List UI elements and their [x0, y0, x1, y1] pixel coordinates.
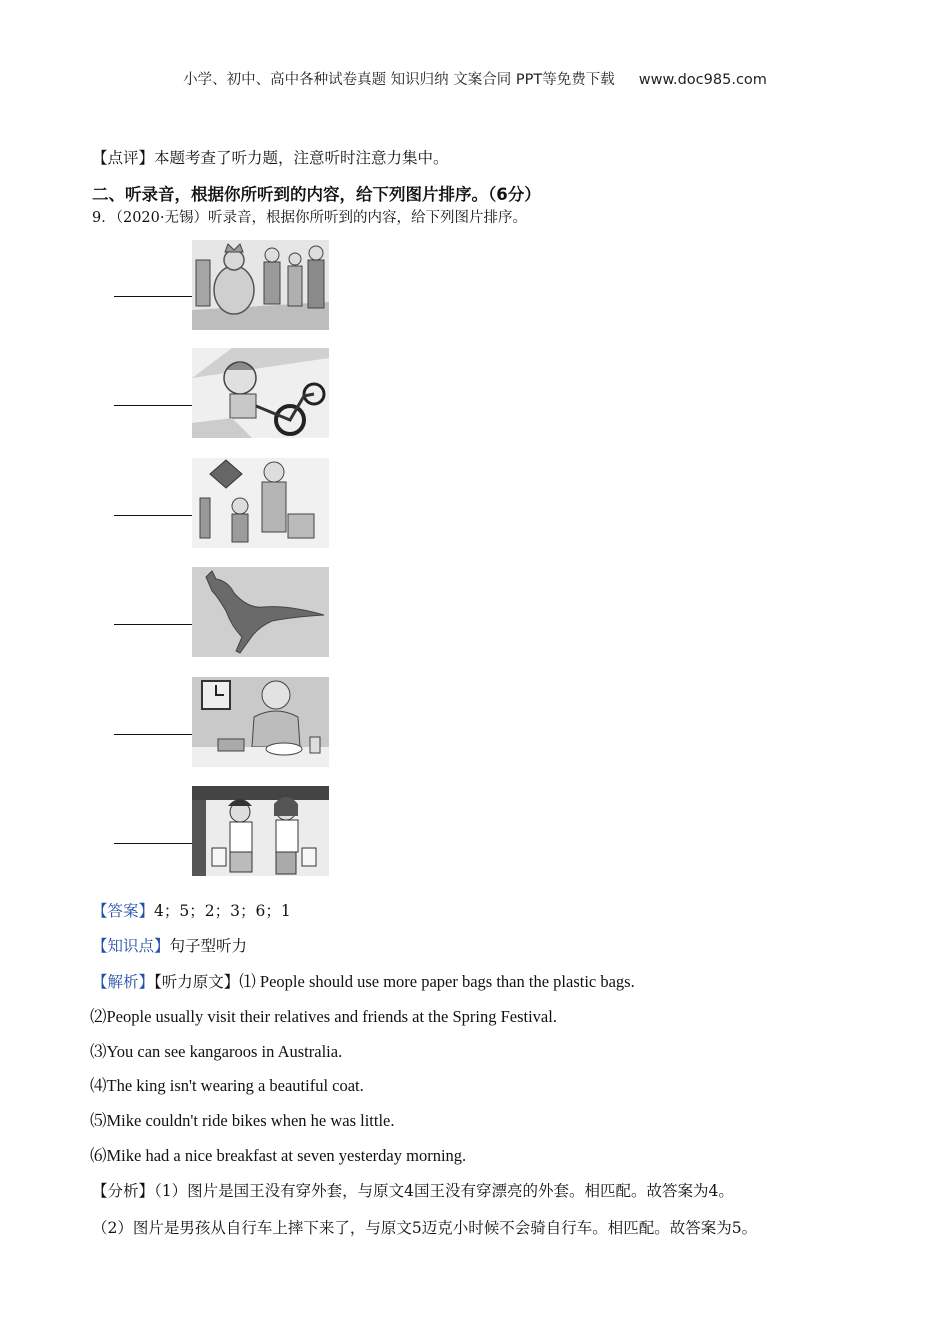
- fenxi-line-1: [92, 1179, 734, 1201]
- review-text: 本题考查了听力题，注意听时注意力集中。: [154, 149, 449, 167]
- analysis-sublabel: 【听力原文】: [154, 973, 240, 991]
- boy-falling-bike-picture: [192, 348, 329, 438]
- section-title: 二、听录音，根据你所听到的内容，给下列图片排序。（6分）: [92, 185, 541, 204]
- answer-label: 【答案】: [92, 902, 155, 920]
- analysis-sentence-1: ⑴ People should use more paper bags than the plastic bags.: [239, 972, 635, 991]
- analysis-sentence-2: ⑵People usually visit their relatives and friends at the Spring Festival.: [90, 1007, 557, 1026]
- answer-blank-5: [114, 734, 192, 735]
- analysis-line-1: [92, 968, 635, 992]
- family-visit-picture: [192, 458, 329, 548]
- header-site: www.doc985.com: [638, 72, 767, 88]
- analysis-sentence-4: ⑷The king isn't wearing a beautiful coat.: [90, 1076, 364, 1095]
- answer-blank-6: [114, 843, 192, 844]
- breakfast-picture: [192, 677, 329, 767]
- analysis-sentence-5: ⑸Mike couldn't ride bikes when he was little.: [90, 1111, 395, 1130]
- knowledge-label: 【知识点】: [92, 937, 170, 955]
- answer-text: 4；5；2；3；6；1: [154, 902, 291, 920]
- answer-blank-1: [114, 296, 192, 297]
- analysis-sentence-6: ⑹Mike had a nice breakfast at seven yesterday morning.: [90, 1146, 467, 1165]
- knowledge-text: 句子型听力: [169, 937, 248, 955]
- fenxi-text-2: （2）图片是男孩从自行车上摔下来了，与原文5迈克小时候不会骑自行车。相匹配。故答案为5。: [92, 1219, 758, 1237]
- analysis-label: 【解析】: [92, 973, 155, 991]
- answer-blank-4: [114, 624, 192, 625]
- fenxi-text-1: （1）图片是国王没有穿外套，与原文4国王没有穿漂亮的外套。相匹配。故答案为4。: [154, 1182, 734, 1200]
- page-header: [0, 68, 950, 89]
- knowledge-line: [92, 934, 247, 956]
- shopping-bags-picture: [192, 786, 329, 876]
- review-line: [92, 146, 449, 168]
- analysis-sentence-3: ⑶You can see kangaroos in Australia.: [90, 1042, 343, 1061]
- answer-blank-2: [114, 405, 192, 406]
- review-label: 【点评】: [92, 149, 155, 167]
- king-crowd-picture: [192, 240, 329, 330]
- answer-blank-3: [114, 515, 192, 516]
- question-text: 9．（2020·无锡）听录音，根据你所听到的内容，给下列图片排序。: [92, 210, 527, 226]
- kangaroo-picture: [192, 567, 329, 657]
- fenxi-label: 【分析】: [92, 1182, 155, 1200]
- header-text: 小学、初中、高中各种试卷真题 知识归纳 文案合同 PPT等免费下载: [183, 72, 615, 88]
- answer-line: [92, 899, 291, 921]
